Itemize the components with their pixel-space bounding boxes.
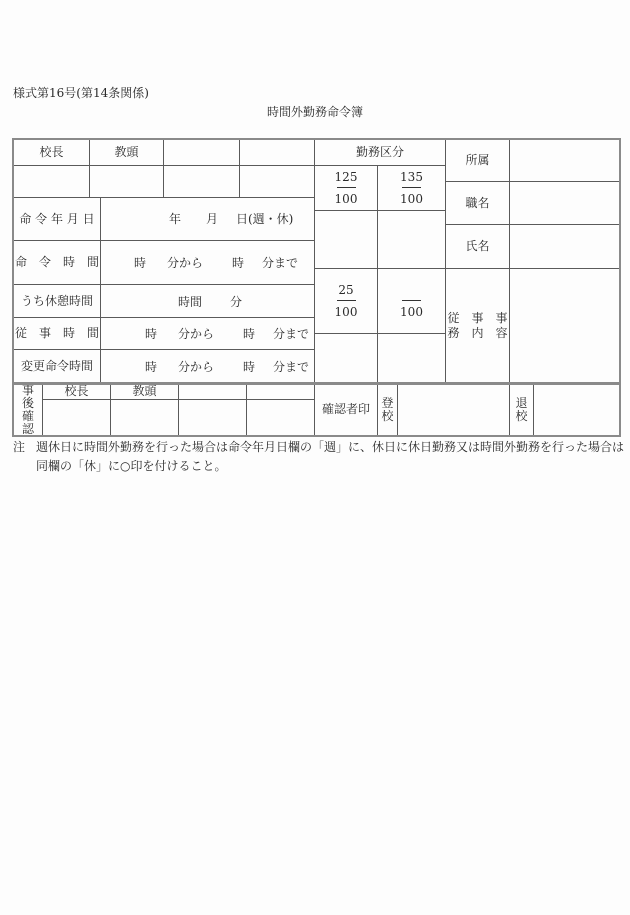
fraction-bar — [337, 187, 356, 188]
duty-label-line-1: 従 事 事 — [447, 311, 508, 325]
rate-blank-cell — [377, 268, 446, 334]
post-check-stamp-principal — [42, 399, 111, 436]
post-check-char: 事 — [21, 382, 34, 397]
approval-stamp-principal — [13, 165, 90, 198]
arrival-label — [377, 383, 398, 436]
changed-time-min-from: 分から — [178, 360, 215, 374]
order-date-month: 月 — [206, 212, 219, 226]
order-time-min-from: 分から — [167, 256, 204, 270]
work-time-hour-to: 時 — [243, 327, 256, 341]
post-check-header-principal: 校長 — [42, 383, 111, 400]
order-time-label: 命 令 時 間 — [13, 240, 101, 285]
break-time-label: うち休憩時間 — [13, 284, 101, 318]
changed-time-hour-to: 時 — [243, 360, 256, 374]
post-check-label — [13, 383, 43, 436]
order-date-label: 命 令 年 月 日 — [13, 197, 101, 241]
approval-header-principal: 校長 — [13, 139, 90, 166]
arrival-seal-field — [397, 383, 510, 436]
break-time-hours: 時間 — [178, 295, 203, 309]
rate-blank-entry — [377, 333, 446, 384]
note-line-2: 同欄の「休」に○印を付けること。 — [36, 459, 227, 473]
arrival-char: 校 — [381, 408, 394, 423]
duty-content-field — [509, 268, 620, 384]
order-time-field — [100, 240, 315, 285]
approval-stamp-vice-principal — [89, 165, 164, 198]
changed-time-min-to: 分まで — [273, 360, 310, 374]
fraction-bar — [402, 300, 421, 301]
work-time-hour-from: 時 — [145, 327, 158, 341]
departure-char: 校 — [515, 408, 528, 423]
post-check-stamp-blank-3 — [178, 399, 247, 436]
approval-header-vice-principal: 教頭 — [89, 139, 164, 166]
order-date-day: 日(週・休) — [236, 212, 294, 226]
rate-25-cell — [314, 268, 378, 334]
post-check-header-vice-principal: 教頭 — [110, 383, 179, 400]
changed-order-time-label: 変更命令時間 — [13, 349, 101, 384]
note-line-1: 週休日に時間外勤務を行った場合は命令年月日欄の「週」に、休日に休日勤務又は時間外勤務を行った場合は — [36, 440, 625, 454]
fraction-bar — [402, 187, 421, 188]
rate-25-entry — [314, 333, 378, 384]
work-time-field — [100, 317, 315, 350]
form-number: 様式第16号(第14条関係) — [13, 86, 149, 100]
arrival-char: 登 — [381, 395, 394, 410]
rate-135-cell — [377, 165, 446, 211]
work-category-header: 勤務区分 — [314, 139, 446, 166]
approval-stamp-blank-3 — [163, 165, 240, 198]
work-time-label: 従 事 時 間 — [13, 317, 101, 350]
work-time-min-to: 分まで — [273, 327, 310, 341]
rate-125-cell — [314, 165, 378, 211]
duty-content-label — [445, 268, 510, 384]
changed-order-time-field — [100, 349, 315, 384]
page-title: 時間外勤務命令簿 — [267, 105, 364, 119]
post-check-char: 確 — [21, 408, 34, 423]
order-time-min-to: 分まで — [262, 256, 299, 270]
affiliation-label: 所属 — [445, 139, 510, 182]
affiliation-field — [509, 139, 620, 182]
rate-135-entry — [377, 210, 446, 269]
post-check-char: 認 — [21, 421, 34, 436]
order-date-year: 年 — [169, 212, 182, 226]
order-date-field — [100, 197, 315, 241]
post-check-stamp-vice-principal — [110, 399, 179, 436]
break-time-field — [100, 284, 315, 318]
rate-25-fraction: $\frac{25}{100}$ — [334, 283, 358, 319]
rate-blank-fraction: 100 — [400, 283, 423, 319]
approval-header-blank-3 — [163, 139, 240, 166]
departure-seal-field — [533, 383, 620, 436]
rate-125-entry — [314, 210, 378, 269]
departure-char: 退 — [515, 395, 528, 410]
position-field — [509, 181, 620, 225]
name-field — [509, 224, 620, 269]
confirmer-seal-label: 確認者印 — [314, 383, 378, 436]
duty-label-line-2: 務 内 容 — [447, 326, 508, 340]
rate-135-fraction: $\frac{135}{100}$ — [400, 170, 423, 206]
fraction-bar — [337, 300, 356, 301]
changed-time-hour-from: 時 — [145, 360, 158, 374]
approval-header-blank-4 — [239, 139, 315, 166]
break-time-minutes: 分 — [230, 295, 243, 309]
work-time-min-from: 分から — [178, 327, 215, 341]
order-time-hour-from: 時 — [134, 256, 147, 270]
note-marker: 注 — [13, 440, 26, 454]
post-check-stamp-blank-4 — [246, 399, 315, 436]
post-check-header-blank-4 — [246, 383, 315, 400]
departure-label — [509, 383, 534, 436]
rate-125-fraction: $\frac{125}{100}$ — [334, 170, 358, 206]
order-time-hour-to: 時 — [232, 256, 245, 270]
post-check-header-blank-3 — [178, 383, 247, 400]
position-label: 職名 — [445, 181, 510, 225]
post-check-char: 後 — [21, 395, 34, 410]
name-label: 氏名 — [445, 224, 510, 269]
approval-stamp-blank-4 — [239, 165, 315, 198]
